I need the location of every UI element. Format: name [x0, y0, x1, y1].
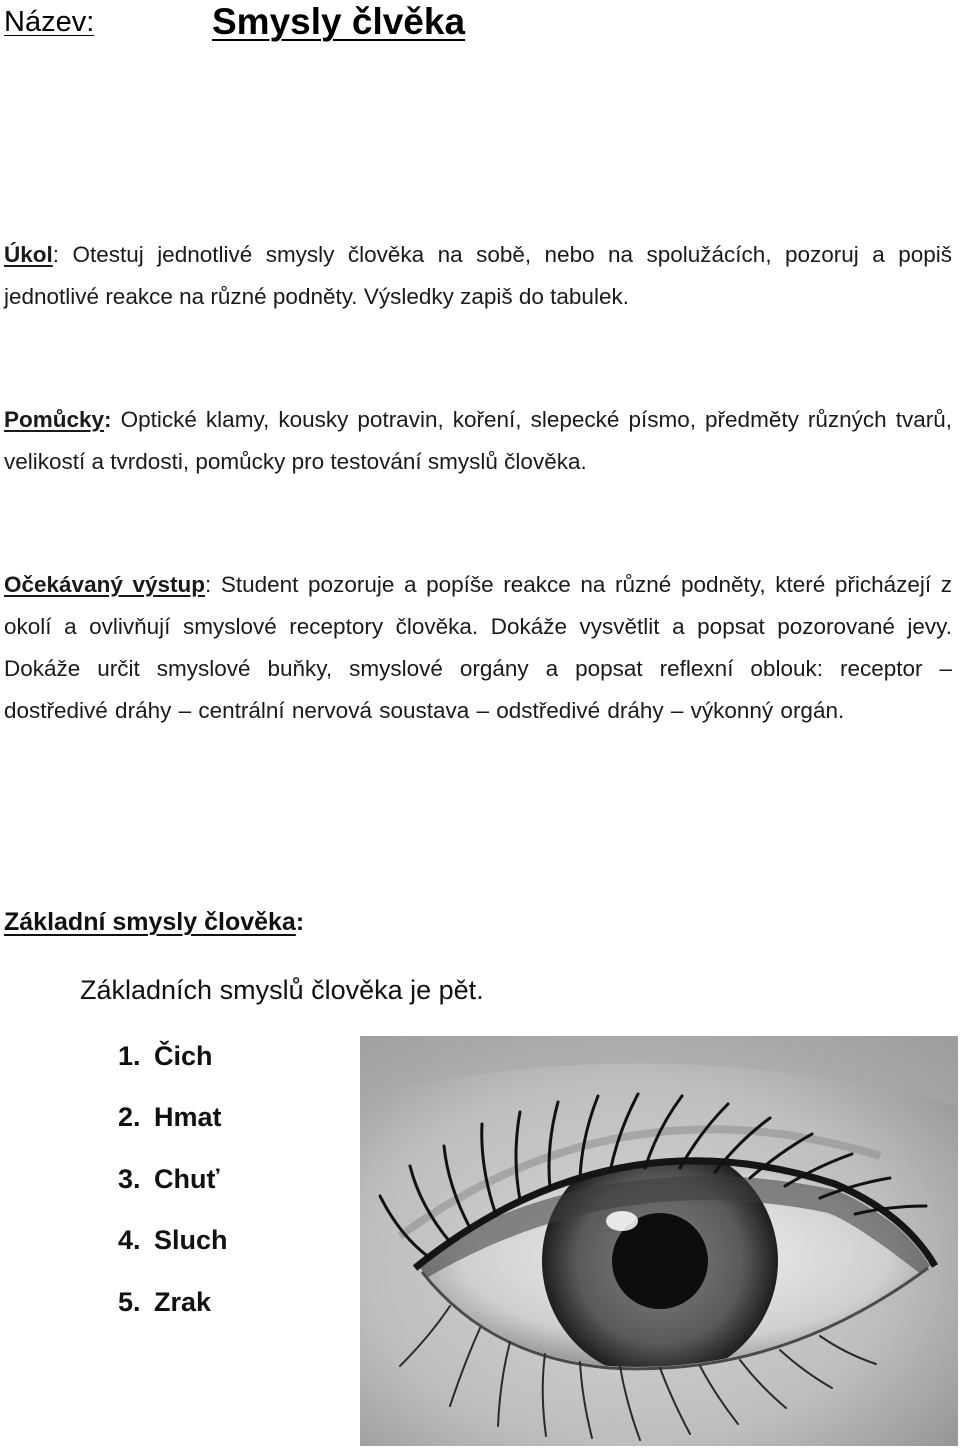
task-colon: : [52, 242, 60, 267]
list-item [118, 1280, 228, 1341]
tools-paragraph [4, 399, 952, 483]
task-paragraph [4, 234, 952, 318]
list-item-number: 5. [118, 1286, 141, 1317]
expected-outcome-text: Student pozoruje a popíše reakce na různé podněty, které přicházejí z okolí a ovlivňují smyslové receptory člověka. Dokáže vysvětlit a popsat pozorované jevy. Dokáže určit smyslové buňky, smyslové orgány a popsat reflexní oblouk: receptor – dostředivé dráhy – centrální nervová soustava – odstředivé dráhy – výkonný orgán. [4, 572, 952, 723]
list-item [118, 1157, 228, 1218]
tools-label: Pomůcky [4, 407, 105, 432]
expected-outcome-label: Očekávaný výstup [4, 572, 205, 597]
tools-colon: : [104, 407, 112, 432]
task-label: Úkol [4, 242, 53, 267]
page-title: Smysly člvěka [212, 1, 466, 42]
tools-text: Optické klamy, kousky potravin, koření, slepecké písmo, předměty různých tvarů, velikostí a tvrdosti, pomůcky pro testování smyslů člověka. [4, 407, 952, 474]
basic-senses-heading [4, 902, 304, 942]
list-item-label: Hmat [154, 1102, 222, 1133]
eye-photo [360, 1036, 958, 1446]
list-item-label: Chuť [154, 1163, 220, 1194]
basic-senses-heading-text: Základní smysly člověka [4, 908, 296, 936]
task-text: Otestuj jednotlivé smysly člověka na sobě, nebo na spolužácích, pozoruj a popiš jednotlivé reakce na různé podněty. Výsledky zapiš do tabulek. [4, 242, 952, 309]
list-item-number: 4. [118, 1225, 141, 1256]
list-item [118, 1095, 228, 1156]
basic-senses-intro: Základních smyslů člověka je pět. [80, 975, 484, 1005]
list-item-number: 1. [118, 1041, 141, 1071]
list-item-label: Čich [154, 1041, 213, 1071]
list-item-number: 3. [118, 1163, 141, 1194]
expected-outcome-paragraph [4, 564, 952, 732]
list-item-number: 2. [118, 1102, 141, 1133]
eye-icon [360, 1036, 958, 1446]
expected-outcome-colon: : [204, 572, 212, 597]
list-item-label: Sluch [154, 1225, 228, 1256]
senses-list [118, 1034, 228, 1341]
list-item [118, 1218, 228, 1279]
basic-senses-heading-colon: : [295, 908, 305, 936]
list-item [118, 1034, 228, 1095]
list-item-label: Zrak [154, 1286, 212, 1317]
name-label: Název: [4, 6, 95, 38]
